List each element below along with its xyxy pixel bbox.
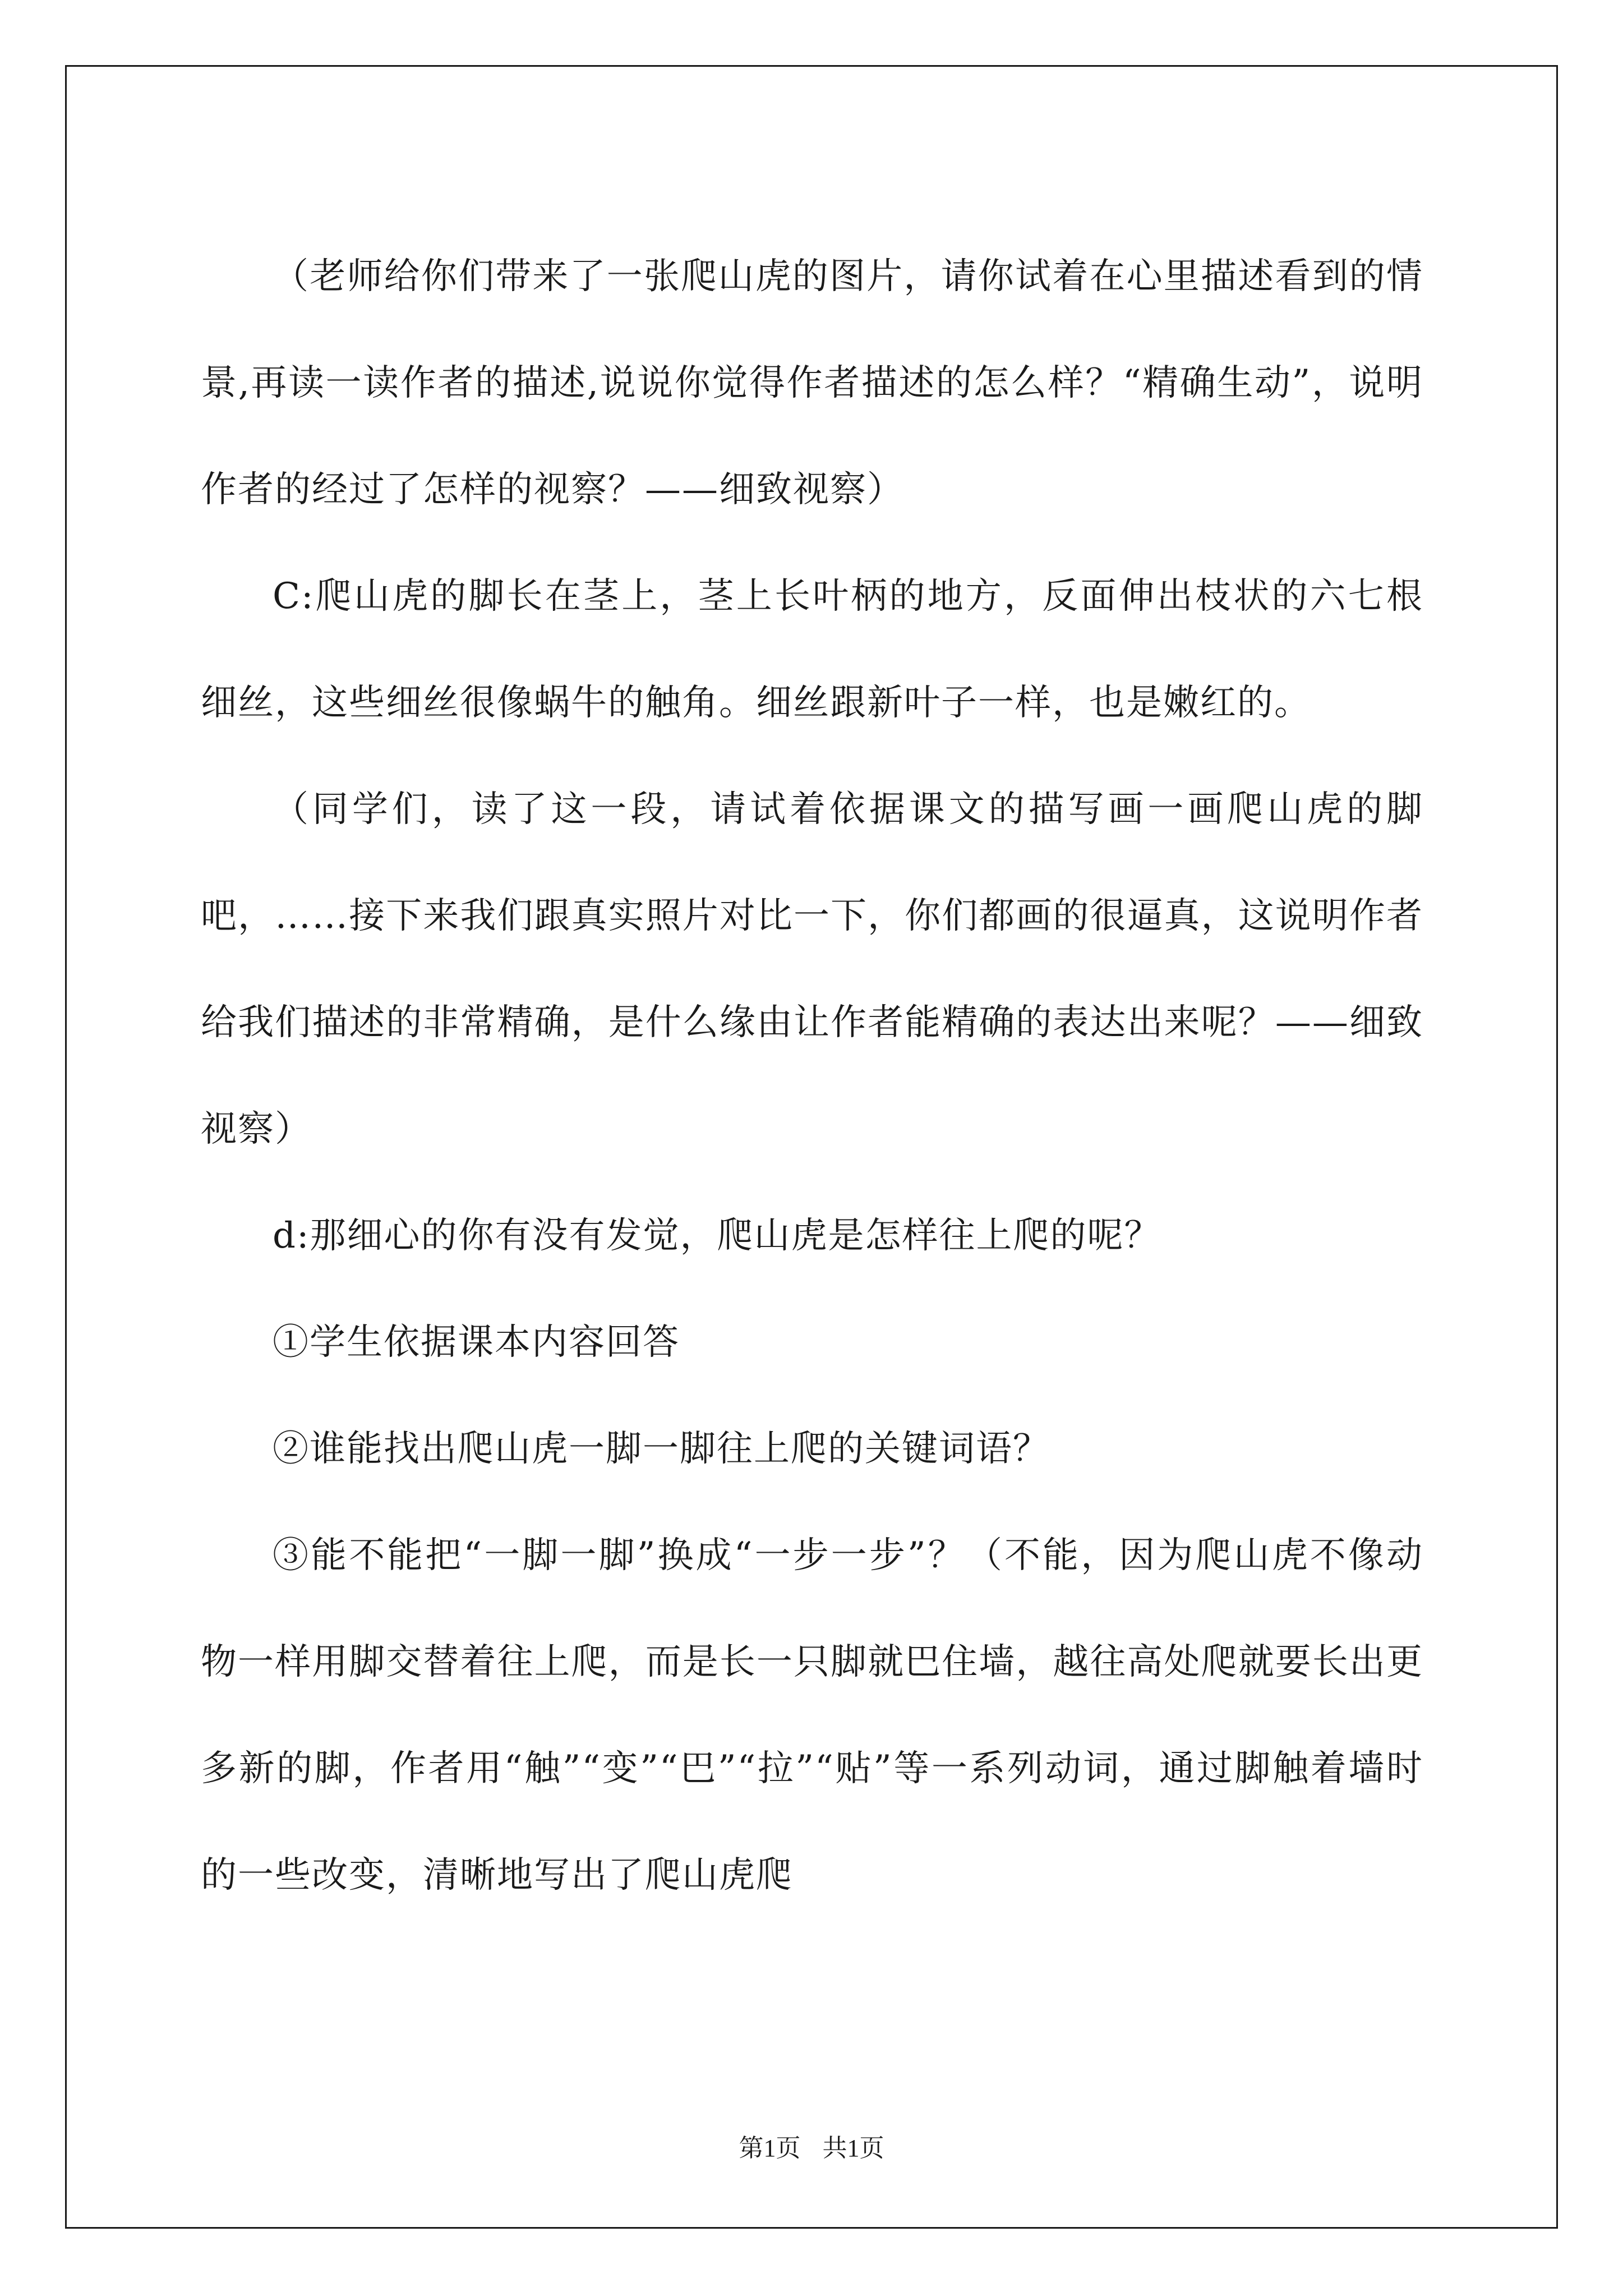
page-footer [0,2132,1623,2165]
document-body [201,223,1423,1929]
paragraph: ②谁能找出爬山虎一脚一脚往上爬的关键词语？ [273,1428,1050,1470]
paragraph: ③能不能把“一脚一脚”换成“一步一步”？（不能，因为爬山虎不像动物一样用脚交替着往上爬，而是长一只脚就巴住墙，越往高处爬就要长出更多新的脚，作者用“触”“变”“巴”“拉”“贴”等一系列动词，通过脚触着墙时的一些改变，清晰地写出了爬山虎爬 [201,1535,1423,1896]
paragraph: C:爬山虎的脚长在茎上，茎上长叶柄的地方，反面伸出枝状的六七根细丝，这些细丝很像蜗牛的触角。细丝跟新叶子一样，也是嫩红的。 [201,576,1423,724]
page-total: 共1页 [822,2134,884,2162]
page-number: 第1页 [739,2134,801,2162]
paragraph: （同学们，读了这一段，请试着依据课文的描写画一画爬山虎的脚吧，……接下来我们跟真实照片对比一下，你们都画的很逼真，这说明作者给我们描述的非常精确，是什么缘由让作者能精确的表达出来呢？——细致视察） [201,789,1423,1150]
paragraph: ①学生依据课本内容回答 [273,1322,680,1363]
paragraph: （老师给你们带来了一张爬山虎的图片，请你试着在心里描述看到的情景,再读一读作者的描述,说说你觉得作者描述的怎么样？“精确生动”，说明作者的经过了怎样的视察？——细致视察） [201,256,1423,510]
paragraph: d:那细心的你有没有发觉，爬山虎是怎样往上爬的呢？ [273,1215,1161,1257]
